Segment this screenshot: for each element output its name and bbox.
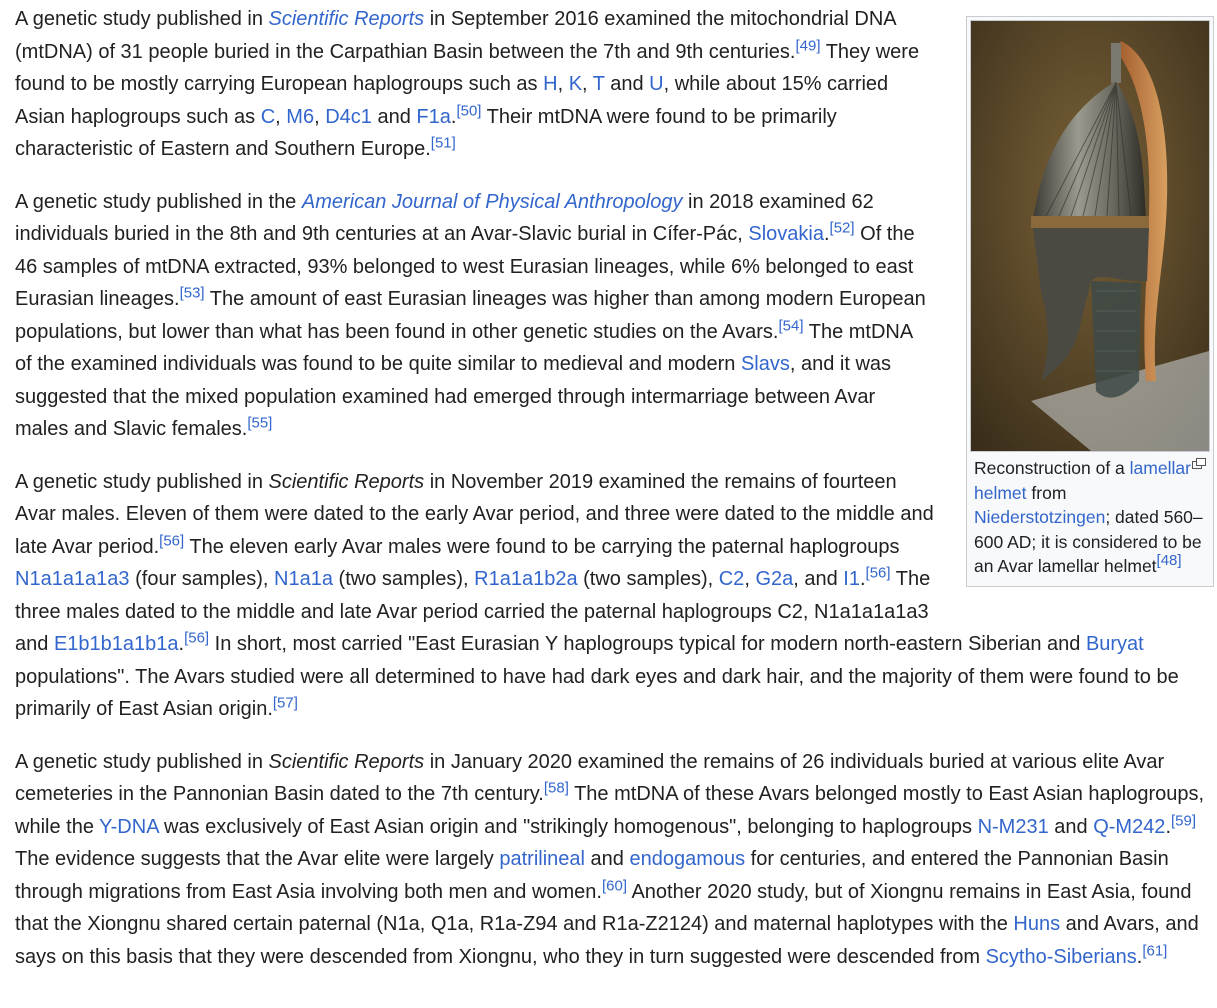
citation-51[interactable]: [51] bbox=[430, 134, 456, 152]
link-endogamous[interactable]: endogamous bbox=[629, 848, 746, 870]
link-q-m242[interactable]: Q-M242 bbox=[1093, 815, 1166, 838]
link-haplogroup-f1a[interactable]: F1a bbox=[416, 105, 451, 128]
link-y-dna[interactable]: Y-DNA bbox=[99, 815, 159, 838]
caption-text: from bbox=[1026, 482, 1067, 503]
link-c2[interactable]: C2 bbox=[718, 568, 745, 590]
link-g2a[interactable]: G2a bbox=[755, 568, 794, 590]
link-haplogroup-t[interactable]: T bbox=[592, 73, 605, 95]
caption-text: ; dated 560–600 AD; it is considered to be an Avar lamellar helmet bbox=[974, 507, 1203, 576]
link-huns[interactable]: Huns bbox=[1013, 913, 1061, 935]
paragraph-2: A genetic study published in the American Journal of Physical Anthropology in 2018 examined 62 individuals buried in the 8th and 9th centuries at an Avar-Slavic burial in Cífer-Pác, Slovakia.[52] Of the 46 samples of mtDNA extracted, 93% belonged to west Eurasian lineages, while 6% belonged to east Eurasian lineages.[53] The amount of east Eurasian lineages was higher than among modern European populations, but lower than what has been found in other genetic studies on the Avars.[54] The mtDNA of the examined individuals was found to be quite similar to medieval and modern Slavs, and it was suggested that the mixed population examined had emerged through intermarriage between Avar males and Slavic females.[55] bbox=[15, 190, 926, 440]
link-ajpa[interactable]: American Journal of Physical Anthropology bbox=[301, 190, 683, 213]
figure-thumbnail bbox=[966, 16, 1214, 587]
magnify-icon[interactable] bbox=[1192, 458, 1206, 469]
link-haplogroup-u[interactable]: U bbox=[649, 73, 664, 95]
citation-50[interactable]: [50] bbox=[456, 101, 482, 119]
link-haplogroup-c[interactable]: C bbox=[260, 105, 276, 128]
citation-52[interactable]: [52] bbox=[829, 219, 855, 237]
citation-56[interactable]: [56] bbox=[865, 564, 891, 582]
citation-49[interactable]: [49] bbox=[795, 36, 821, 54]
citation-56[interactable]: [56] bbox=[184, 629, 210, 647]
link-scientific-reports[interactable]: Scientific Reports bbox=[268, 8, 425, 30]
link-lamellar-helmet[interactable]: lamellar helmet bbox=[974, 458, 1191, 503]
link-haplogroup-h[interactable]: H bbox=[543, 73, 558, 95]
helmet-image[interactable] bbox=[970, 20, 1210, 452]
link-slavs[interactable]: Slavs bbox=[740, 353, 790, 375]
caption-text: Reconstruction of a bbox=[974, 458, 1130, 478]
citation-59[interactable]: [59] bbox=[1171, 811, 1197, 829]
citation-54[interactable]: [54] bbox=[778, 316, 804, 334]
citation-48[interactable]: [48] bbox=[1156, 552, 1182, 570]
citation-56[interactable]: [56] bbox=[159, 531, 185, 549]
citation-55[interactable]: [55] bbox=[247, 414, 273, 432]
link-n1a1a[interactable]: N1a1a bbox=[274, 568, 333, 590]
paragraph-4: A genetic study published in Scientific Reports in January 2020 examined the remains of 26 individuals buried at various elite Avar cemeteries in the Pannonian Basin dated to the 7th century.[58] The mtDNA of these Avars belonged mostly to East Asian haplogroups, while the Y-DNA was exclusively of East Asian origin and "strikingly homogenous", belonging to haplogroups N-M231 and Q-M242.[59] The evidence suggests that the Avar elite were largely patrilineal and endogamous for centuries, and entered the Pannonian Basin through migrations from East Asia involving both men and women.[60] Another 2020 study, but of Xiongnu remains in East Asia, found that the Xiongnu shared certain paternal (N1a, Q1a, R1a-Z94 and R1a-Z2124) and maternal haplotypes with the Huns and Avars, and says on this basis that they were descended from Xiongnu, who they in turn suggested were descended from Scytho-Siberians.[61] bbox=[15, 750, 1205, 968]
link-n1a1a1a1a3[interactable]: N1a1a1a1a3 bbox=[15, 568, 130, 590]
figure-caption bbox=[970, 452, 1210, 583]
link-haplogroup-k[interactable]: K bbox=[568, 73, 583, 95]
link-patrilineal[interactable]: patrilineal bbox=[499, 848, 585, 870]
link-scytho-siberians[interactable]: Scytho-Siberians bbox=[985, 945, 1137, 968]
paragraph-1: A genetic study published in Scientific Reports in September 2016 examined the mitochondrial DNA (mtDNA) of 31 people buried in the Carpathian Basin between the 7th and 9th centuries.[49] They were found to be mostly carrying European haplogroups such as H, K, T and U, while about 15% carried Asian haplogroups such as C, M6, D4c1 and F1a.[50] Their mtDNA were found to be primarily characteristic of Eastern and Southern Europe.[51] bbox=[15, 8, 920, 160]
link-haplogroup-d4c1[interactable]: D4c1 bbox=[325, 105, 372, 128]
citation-53[interactable]: [53] bbox=[179, 284, 205, 302]
citation-58[interactable]: [58] bbox=[543, 779, 569, 797]
citation-61[interactable]: [61] bbox=[1142, 941, 1168, 959]
link-buryat[interactable]: Buryat bbox=[1085, 633, 1144, 655]
link-r1a1a1b2a[interactable]: R1a1a1b2a bbox=[474, 568, 578, 590]
citation-57[interactable]: [57] bbox=[272, 694, 298, 712]
paragraph-3: A genetic study published in Scientific Reports in November 2019 examined the remains of fourteen Avar males. Eleven of them were dated to the early Avar period, and three were dated to the middle and late Avar period.[56] The eleven early Avar males were found to be carrying the paternal haplogroups N1a1a1a1a3 (four samples), N1a1a (two samples), R1a1a1b2a (two samples), C2, G2a, and I1.[56] The three males dated to the middle and late Avar period carried the paternal haplogroups C2, N1a1a1a1a3 and E1b1b1a1b1a.[56] In short, most carried "East Eurasian Y haplogroups typical for modern north-eastern Siberian and Buryat populations". The Avars studied were all determined to have had dark eyes and dark hair, and the majority of them were found to be primarily of East Asian origin.[57] bbox=[15, 470, 1179, 720]
link-e1b1b1a1b1a[interactable]: E1b1b1a1b1a bbox=[53, 633, 179, 655]
link-i1[interactable]: I1 bbox=[843, 568, 860, 590]
link-niederstotzingen[interactable]: Niederstotzingen bbox=[974, 507, 1106, 527]
link-haplogroup-m6[interactable]: M6 bbox=[286, 105, 315, 128]
link-slovakia[interactable]: Slovakia bbox=[748, 223, 824, 245]
citation-60[interactable]: [60] bbox=[601, 876, 628, 894]
link-n-m231[interactable]: N-M231 bbox=[977, 815, 1049, 838]
